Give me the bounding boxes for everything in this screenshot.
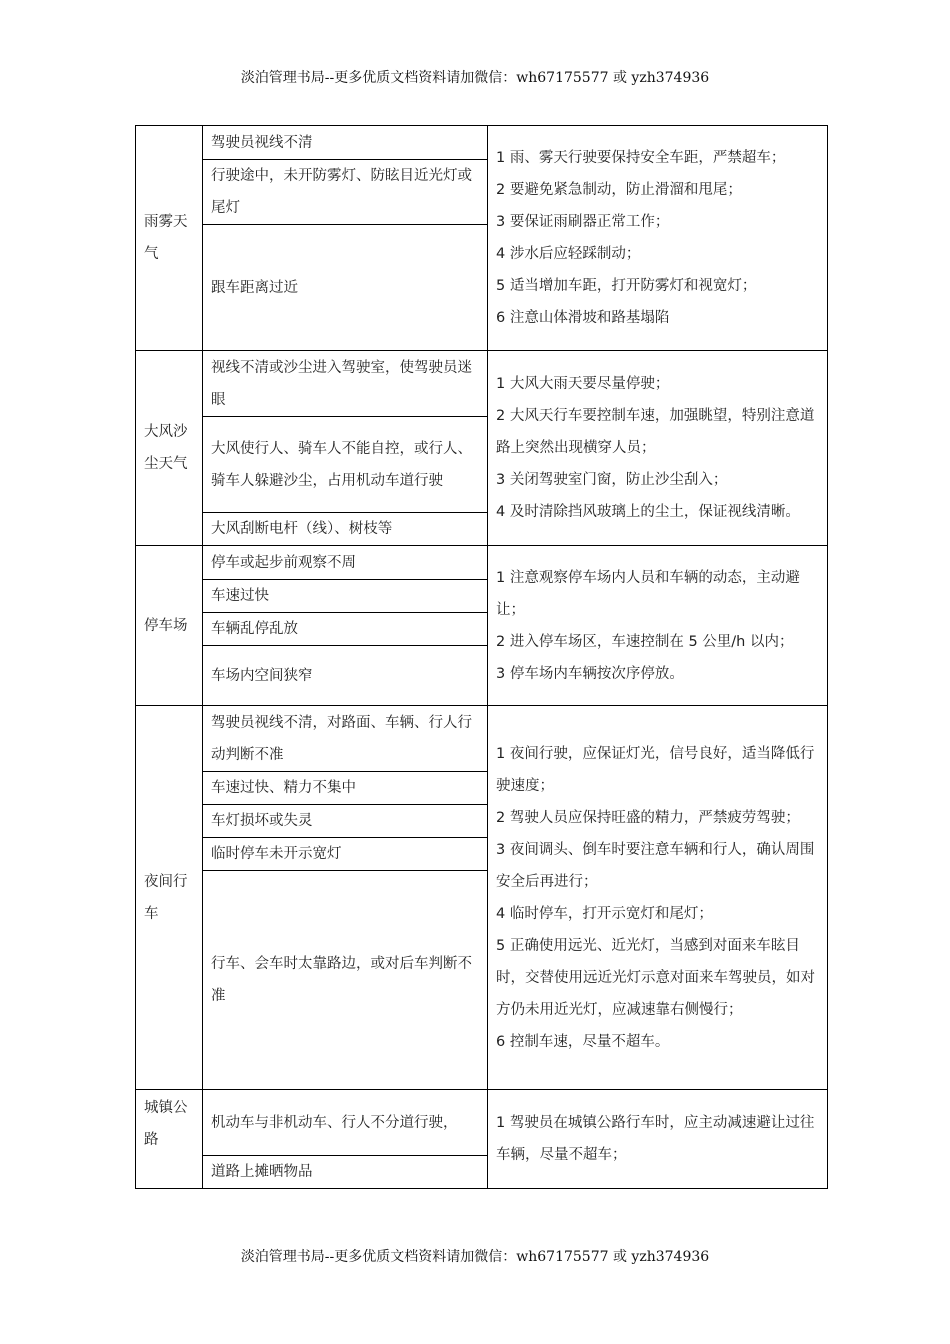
measure-item: 2 驾驶人员应保持旺盛的精力，严禁疲劳驾驶； — [496, 809, 800, 826]
hazard-cell: 车场内空间狭窄 — [203, 646, 488, 706]
hazard-cell: 车辆乱停乱放 — [203, 613, 488, 646]
measures-cell — [488, 706, 828, 1090]
measures-cell — [488, 1090, 828, 1189]
measures-cell — [488, 546, 828, 706]
measure-item: 2 进入停车场区，车速控制在 5 公里/h 以内； — [496, 633, 794, 650]
hazard-cell: 临时停车未开示宽灯 — [203, 838, 488, 871]
measure-item: 3 夜间调头、倒车时要注意车辆和行人，确认周围安全后再进行； — [496, 841, 815, 890]
measure-item: 1 注意观察停车场内人员和车辆的动态，主动避让； — [496, 569, 800, 618]
hazard-cell: 大风使行人、骑车人不能自控，或行人、骑车人躲避沙尘，占用机动车道行驶 — [203, 417, 488, 513]
hazard-cell: 车灯损坏或失灵 — [203, 805, 488, 838]
measure-item: 4 临时停车，打开示宽灯和尾灯； — [496, 905, 713, 922]
hazard-cell: 道路上摊晒物品 — [203, 1156, 488, 1189]
hazard-cell: 停车或起步前观察不周 — [203, 546, 488, 580]
category-cell: 停车场 — [136, 546, 203, 706]
table-row — [136, 126, 828, 160]
hazard-cell: 大风刮断电杆（线）、树枝等 — [203, 513, 488, 546]
measure-item: 2 要避免紧急制动，防止滑溜和甩尾； — [496, 182, 742, 198]
table-row — [136, 706, 828, 772]
hazard-cell: 驾驶员视线不清 — [203, 126, 488, 160]
measure-item: 3 要保证雨刷器正常工作； — [496, 214, 670, 230]
measures-cell — [488, 351, 828, 546]
category-cell: 城镇公路 — [136, 1090, 203, 1189]
page-footer: 淡泊管理书局--更多优质文档资料请加微信：wh67175577 或 yzh374936 — [240, 1249, 710, 1265]
measure-item: 6 控制车速，尽量不超车。 — [496, 1033, 670, 1050]
measure-item: 6 注意山体滑坡和路基塌陷 — [496, 310, 670, 326]
page-header: 淡泊管理书局--更多优质文档资料请加微信：wh67175577 或 yzh374936 — [240, 70, 710, 86]
table-row — [136, 546, 828, 580]
category-cell: 夜间行车 — [136, 706, 203, 1090]
measure-item: 2 大风天行车要控制车速，加强眺望，特别注意道路上突然出现横穿人员； — [496, 408, 815, 456]
measure-item: 3 关闭驾驶室门窗，防止沙尘刮入； — [496, 472, 728, 488]
measure-item: 5 正确使用远光、近光灯，当感到对面来车眩目时，交替使用远近光灯示意对面来车驾驶员，如对方仍未用近光灯，应减速靠右侧慢行； — [496, 937, 815, 1018]
hazard-cell: 车速过快 — [203, 580, 488, 613]
measure-item: 1 雨、雾天行驶要保持安全车距，严禁超车； — [496, 150, 786, 166]
hazard-cell: 行驶途中，未开防雾灯、防眩目近光灯或尾灯 — [203, 160, 488, 225]
hazard-cell: 跟车距离过近 — [203, 225, 488, 351]
hazard-cell: 机动车与非机动车、行人不分道行驶， — [203, 1090, 488, 1156]
table-row — [136, 1090, 828, 1156]
measures-cell — [488, 126, 828, 351]
measure-item: 1 大风大雨天要尽量停驶； — [496, 376, 670, 392]
measure-item: 5 适当增加车距，打开防雾灯和视宽灯； — [496, 278, 757, 294]
hazard-cell: 驾驶员视线不清，对路面、车辆、行人行动判断不准 — [203, 706, 488, 772]
hazard-table — [135, 125, 828, 1189]
measure-item: 4 及时清除挡风玻璃上的尘土，保证视线清晰。 — [496, 504, 800, 520]
hazard-cell: 行车、会车时太靠路边，或对后车判断不准 — [203, 871, 488, 1090]
measure-item: 1 夜间行驶，应保证灯光，信号良好，适当降低行驶速度； — [496, 745, 815, 794]
hazard-cell: 车速过快、精力不集中 — [203, 772, 488, 805]
category-cell: 雨雾天气 — [136, 126, 203, 351]
measure-item: 3 停车场内车辆按次序停放。 — [496, 665, 684, 682]
category-cell: 大风沙尘天气 — [136, 351, 203, 546]
table-row — [136, 351, 828, 417]
measure-item: 4 涉水后应轻踩制动； — [496, 246, 641, 262]
measure-item: 1 驾驶员在城镇公路行车时，应主动减速避让过往车辆，尽量不超车； — [496, 1115, 815, 1163]
hazard-cell: 视线不清或沙尘进入驾驶室，使驾驶员迷眼 — [203, 351, 488, 417]
